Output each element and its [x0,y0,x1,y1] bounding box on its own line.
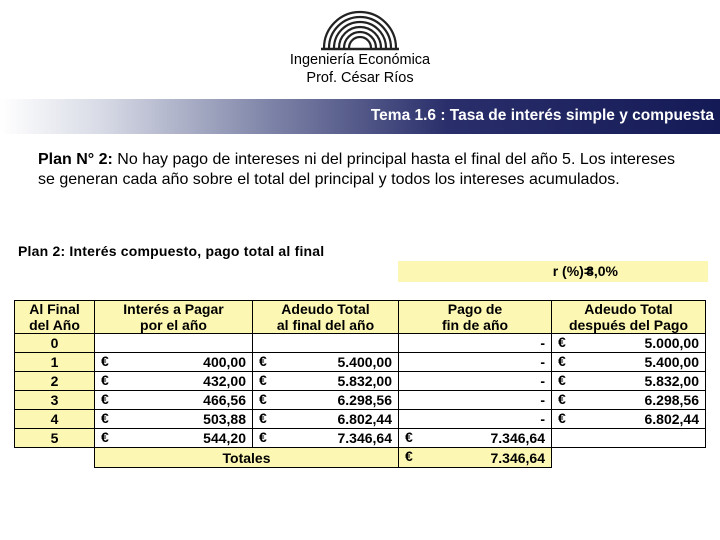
rate-label: r (%)= [552,263,592,279]
col-header-line: Adeudo Total [584,301,673,317]
table-row [15,334,706,353]
year-cell: 2 [15,372,95,391]
owed-value: 5.400,00 [337,354,392,370]
col-header-line: al final del año [276,317,375,333]
col-header-line: Pago de [447,301,503,317]
interest-cell [95,410,253,429]
col-header-interest [95,301,253,334]
header-row [15,301,706,334]
topic-title: Tema 1.6 : Tasa de interés simple y compuesta [370,107,714,124]
currency-symbol: € [259,353,267,369]
plan-description [38,150,688,190]
table-row [15,372,706,391]
payment-cell [399,410,552,429]
currency-symbol: € [259,429,267,445]
totals-spacer [15,448,95,468]
after-cell [552,391,706,410]
after-cell [552,410,706,429]
currency-symbol: € [558,372,566,388]
payment-value: - [540,411,545,427]
interest-value: 432,00 [203,373,246,389]
interest-value: 503,88 [203,411,246,427]
owed-cell [253,353,399,372]
col-header-line: del Año [29,317,80,333]
totals-spacer [552,448,706,468]
rate-box [398,261,708,282]
year-cell: 5 [15,429,95,448]
interest-cell [95,334,253,353]
currency-symbol: € [101,391,109,407]
currency-symbol: € [259,391,267,407]
col-header-line: después del Pago [568,317,689,333]
after-value: 5.832,00 [644,373,699,389]
table-row [15,429,706,448]
interest-cell [95,372,253,391]
payment-value: - [540,373,545,389]
payment-value: - [540,354,545,370]
payment-cell [399,372,552,391]
payment-value: 7.346,64 [490,430,545,446]
after-value: 5.000,00 [644,335,699,351]
interest-value: 544,20 [203,430,246,446]
col-header-line: Adeudo Total [281,301,370,317]
owed-value: 6.298,56 [337,392,392,408]
currency-symbol: € [259,372,267,388]
currency-symbol: € [101,429,109,445]
payment-value: - [540,392,545,408]
col-header-line: Al Final [29,301,80,317]
owed-value: 7.346,64 [337,430,392,446]
interest-value: 466,56 [203,392,246,408]
totals-payment [399,448,552,468]
after-cell [552,353,706,372]
after-cell [552,372,706,391]
owed-cell [253,372,399,391]
table-row [15,410,706,429]
owed-cell [253,429,399,448]
currency-symbol: € [558,334,566,350]
table-row [15,391,706,410]
professor-name: Prof. César Ríos [306,70,414,86]
year-cell: 1 [15,353,95,372]
amortization-table [14,300,706,468]
totals-payment-value: 7.346,64 [490,449,545,466]
payment-value: - [540,335,545,351]
currency-symbol: € [405,448,413,464]
payment-cell [399,391,552,410]
table-row [15,353,706,372]
rate-value: 8,0% [586,263,618,279]
year-cell: 3 [15,391,95,410]
interest-cell [95,353,253,372]
course-title: Ingeniería Económica [289,52,431,68]
year-cell: 4 [15,410,95,429]
col-header-payment [399,301,552,334]
owed-cell [253,410,399,429]
after-cell [552,429,706,448]
plan-label: Plan N° 2: [38,151,113,168]
owed-value: 5.832,00 [337,373,392,389]
owed-cell [253,334,399,353]
payment-cell [399,429,552,448]
col-header-after [552,301,706,334]
currency-symbol: € [101,372,109,388]
currency-symbol: € [259,410,267,426]
table-title: Plan 2: Interés compuesto, pago total al final [18,243,325,259]
after-value: 6.802,44 [644,411,699,427]
after-value: 5.400,00 [644,354,699,370]
currency-symbol: € [405,429,413,445]
university-logo-icon [318,2,402,52]
totals-label: Totales [95,448,399,468]
currency-symbol: € [558,410,566,426]
year-cell: 0 [15,334,95,353]
after-value: 6.298,56 [644,392,699,408]
owed-value: 6.802,44 [337,411,392,427]
payment-cell [399,353,552,372]
payment-cell [399,334,552,353]
currency-symbol: € [101,410,109,426]
currency-symbol: € [558,391,566,407]
after-cell [552,334,706,353]
col-header-line: Interés a Pagar [123,301,224,317]
topic-banner [0,99,720,134]
totals-row [15,448,706,468]
plan-body: No hay pago de intereses ni del principal hasta el final del año 5. Los intereses se generan cada año sobre el total del principal y todos los intereses acumulados. [38,151,675,188]
currency-symbol: € [101,353,109,369]
col-header-owed [253,301,399,334]
owed-cell [253,391,399,410]
currency-symbol: € [558,353,566,369]
interest-value: 400,00 [203,354,246,370]
col-header-line: por el año [140,317,207,333]
interest-cell [95,391,253,410]
interest-cell [95,429,253,448]
col-header-year [15,301,95,334]
col-header-line: fin de año [441,317,509,333]
